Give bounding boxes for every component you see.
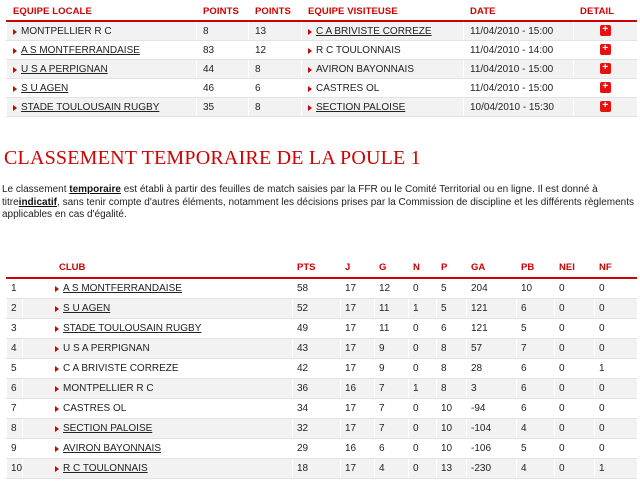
stat-j: 17 [341,278,375,299]
stat-p: 13 [437,459,467,479]
matches-table [6,2,637,117]
stat-n: 0 [409,278,437,299]
stat-pb: 5 [517,439,555,459]
club-cell [23,319,293,339]
team-name: C A BRIVISTE CORREZE [55,363,179,374]
desc-text-3: , sans tenir compte d'autres éléments, notamment les décisions prises par la Commission de discipline et les différents règlements applicables en cas d'égalité. [2,196,635,221]
rank: 1 [7,278,23,299]
home-points: 35 [197,98,249,117]
rank: 4 [7,339,23,359]
stat-pb: 6 [517,399,555,419]
stat-pts: 29 [293,439,341,459]
header-home-team: EQUIPE LOCALE [7,2,197,21]
stat-g: 11 [375,299,409,319]
match-date: 11/04/2010 - 14:00 [464,41,574,60]
detail-cell [574,60,637,79]
team-name: MONTPELLIER R C [13,26,112,37]
match-date: 10/04/2010 - 15:30 [464,98,574,117]
stat-nf: 0 [595,379,637,399]
stat-pts: 34 [293,399,341,419]
rank: 7 [7,399,23,419]
stat-g: 7 [375,379,409,399]
stat-ga: -94 [467,399,517,419]
header-pts: PTS [293,258,341,278]
stat-j: 16 [341,439,375,459]
stat-pts: 42 [293,359,341,379]
header-away-points: POINTS [249,2,302,21]
club-cell [23,399,293,419]
stat-ga: 28 [467,359,517,379]
away-team-cell [302,21,464,41]
stat-ga: 121 [467,299,517,319]
stat-pts: 18 [293,459,341,479]
detail-cell [574,21,637,41]
away-team-cell [302,41,464,60]
header-p: P [437,258,467,278]
header-nei: NEI [555,258,595,278]
club-cell [23,439,293,459]
detail-cell [574,79,637,98]
stat-pts: 49 [293,319,341,339]
stat-nei: 0 [555,459,595,479]
stat-ga: 121 [467,319,517,339]
stat-p: 8 [437,379,467,399]
stat-nf: 0 [595,399,637,419]
stat-p: 10 [437,439,467,459]
header-detail: DETAIL [574,2,637,21]
header-date: DATE [464,2,574,21]
header-home-points: POINTS [197,2,249,21]
header-j: J [341,258,375,278]
standings-row [7,399,637,419]
standings-row [7,319,637,339]
stat-ga: 57 [467,339,517,359]
stat-pb: 6 [517,359,555,379]
stat-n: 0 [409,419,437,439]
club-cell [23,379,293,399]
header-nf: NF [595,258,637,278]
desc-text-1: Le classement [2,184,70,195]
team-link[interactable]: S U AGEN [13,83,68,94]
team-link[interactable]: STADE TOULOUSAIN RUGBY [13,102,159,113]
stat-nei: 0 [555,339,595,359]
stat-nf: 0 [595,339,637,359]
standings-row [7,339,637,359]
stat-p: 8 [437,339,467,359]
away-points: 8 [249,98,302,117]
stat-p: 10 [437,419,467,439]
team-link[interactable]: C A BRIVISTE CORREZE [308,26,432,37]
match-row [7,98,637,117]
standings-row [7,379,637,399]
stat-j: 17 [341,319,375,339]
stat-nf: 0 [595,419,637,439]
team-name: AVIRON BAYONNAIS [308,64,414,75]
rank: 9 [7,439,23,459]
standings-row [7,299,637,319]
match-row [7,60,637,79]
stat-g: 9 [375,359,409,379]
plus-icon[interactable]: + [600,63,611,74]
desc-temporaire: temporaire [69,184,121,195]
home-team-cell [7,60,197,79]
match-row [7,21,637,41]
stat-n: 1 [409,299,437,319]
header-ga: GA [467,258,517,278]
team-link[interactable]: A S MONTFERRANDAISE [13,45,140,56]
match-date: 11/04/2010 - 15:00 [464,21,574,41]
plus-icon[interactable]: + [600,101,611,112]
away-points: 6 [249,79,302,98]
stat-p: 10 [437,399,467,419]
stat-g: 12 [375,278,409,299]
desc-text-2: est établi à partir des feuilles de match saisies par la FFR ou le Comité Territorial ou en ligne. Il est donné à titre [2,184,598,208]
standings-row [7,439,637,459]
stat-nf: 0 [595,299,637,319]
team-name: U S A PERPIGNAN [55,343,150,354]
header-rank [7,258,23,278]
stat-pb: 4 [517,459,555,479]
stat-nei: 0 [555,399,595,419]
stat-pb: 5 [517,319,555,339]
rank: 6 [7,379,23,399]
stat-p: 5 [437,278,467,299]
match-date: 11/04/2010 - 15:00 [464,79,574,98]
stat-g: 4 [375,459,409,479]
stat-pb: 7 [517,339,555,359]
stat-pb: 10 [517,278,555,299]
stat-nf: 1 [595,359,637,379]
home-points: 44 [197,60,249,79]
stat-g: 9 [375,339,409,359]
home-team-cell [7,21,197,41]
rank: 2 [7,299,23,319]
home-points: 83 [197,41,249,60]
plus-icon[interactable]: + [600,82,611,93]
stat-pb: 4 [517,419,555,439]
rank: 5 [7,359,23,379]
stat-nei: 0 [555,439,595,459]
club-cell [23,419,293,439]
stat-nei: 0 [555,299,595,319]
home-team-cell [7,79,197,98]
home-points: 46 [197,79,249,98]
match-row [7,41,637,60]
stat-j: 16 [341,379,375,399]
stat-nei: 0 [555,359,595,379]
stat-pts: 43 [293,339,341,359]
club-cell [23,359,293,379]
ranking-description [2,184,634,222]
stat-pts: 58 [293,278,341,299]
stat-p: 6 [437,319,467,339]
team-name: MONTPELLIER R C [55,383,154,394]
header-g: G [375,258,409,278]
club-cell [23,278,293,299]
home-team-cell [7,41,197,60]
stat-j: 17 [341,299,375,319]
away-team-cell [302,79,464,98]
stat-nf: 0 [595,278,637,299]
club-cell [23,339,293,359]
home-points: 8 [197,21,249,41]
stat-j: 17 [341,399,375,419]
home-team-cell [7,98,197,117]
stat-ga: -104 [467,419,517,439]
away-team-cell [302,60,464,79]
stat-ga: 204 [467,278,517,299]
standings-row [7,278,637,299]
stat-pb: 6 [517,379,555,399]
team-name: CASTRES OL [55,403,126,414]
header-n: N [409,258,437,278]
stat-nf: 0 [595,439,637,459]
stat-nei: 0 [555,419,595,439]
away-points: 13 [249,21,302,41]
standings-header-row [7,258,637,278]
away-team-cell [302,98,464,117]
stat-p: 5 [437,299,467,319]
standings-row [7,419,637,439]
stat-ga: 3 [467,379,517,399]
stat-nei: 0 [555,379,595,399]
stat-n: 0 [409,399,437,419]
standings-row [7,359,637,379]
stat-n: 0 [409,439,437,459]
desc-indicatif: indicatif [18,196,58,208]
stat-g: 6 [375,439,409,459]
match-date: 11/04/2010 - 15:00 [464,60,574,79]
stat-g: 7 [375,399,409,419]
team-link[interactable]: AVIRON BAYONNAIS [55,443,161,454]
team-link[interactable]: A S MONTFERRANDAISE [55,283,182,294]
team-link[interactable]: U S A PERPIGNAN [13,64,108,75]
header-away-team: EQUIPE VISITEUSE [302,2,464,21]
stat-g: 11 [375,319,409,339]
standings-row [7,459,637,479]
matches-header-row [7,2,637,21]
stat-n: 1 [409,379,437,399]
stat-ga: -230 [467,459,517,479]
team-link[interactable]: R C TOULONNAIS [55,463,148,474]
section-title: CLASSEMENT TEMPORAIRE DE LA POULE 1 [4,147,421,169]
stat-nf: 0 [595,319,637,339]
team-name: R C TOULONNAIS [308,45,401,56]
club-cell [23,299,293,319]
detail-cell [574,98,637,117]
stat-pts: 36 [293,379,341,399]
team-link[interactable]: S U AGEN [55,303,110,314]
team-name: CASTRES OL [308,83,379,94]
team-link[interactable]: SECTION PALOISE [55,423,152,434]
stat-pts: 52 [293,299,341,319]
plus-icon[interactable]: + [600,44,611,55]
stat-n: 0 [409,459,437,479]
stat-pb: 6 [517,299,555,319]
stat-n: 0 [409,339,437,359]
rank: 10 [7,459,23,479]
standings-table [6,258,637,479]
stat-p: 8 [437,359,467,379]
stat-j: 17 [341,359,375,379]
plus-icon[interactable]: + [600,25,611,36]
stat-j: 17 [341,459,375,479]
stat-pts: 32 [293,419,341,439]
stat-n: 0 [409,319,437,339]
stat-j: 17 [341,419,375,439]
stat-j: 17 [341,339,375,359]
stat-ga: -106 [467,439,517,459]
header-pb: PB [517,258,555,278]
rank: 8 [7,419,23,439]
rank: 3 [7,319,23,339]
match-row [7,79,637,98]
stat-n: 0 [409,359,437,379]
stat-nf: 1 [595,459,637,479]
stat-g: 7 [375,419,409,439]
stat-nei: 0 [555,319,595,339]
club-cell [23,459,293,479]
stat-nei: 0 [555,278,595,299]
team-link[interactable]: SECTION PALOISE [308,102,405,113]
away-points: 12 [249,41,302,60]
team-link[interactable]: STADE TOULOUSAIN RUGBY [55,323,201,334]
header-club: CLUB [23,258,293,278]
detail-cell [574,41,637,60]
away-points: 8 [249,60,302,79]
